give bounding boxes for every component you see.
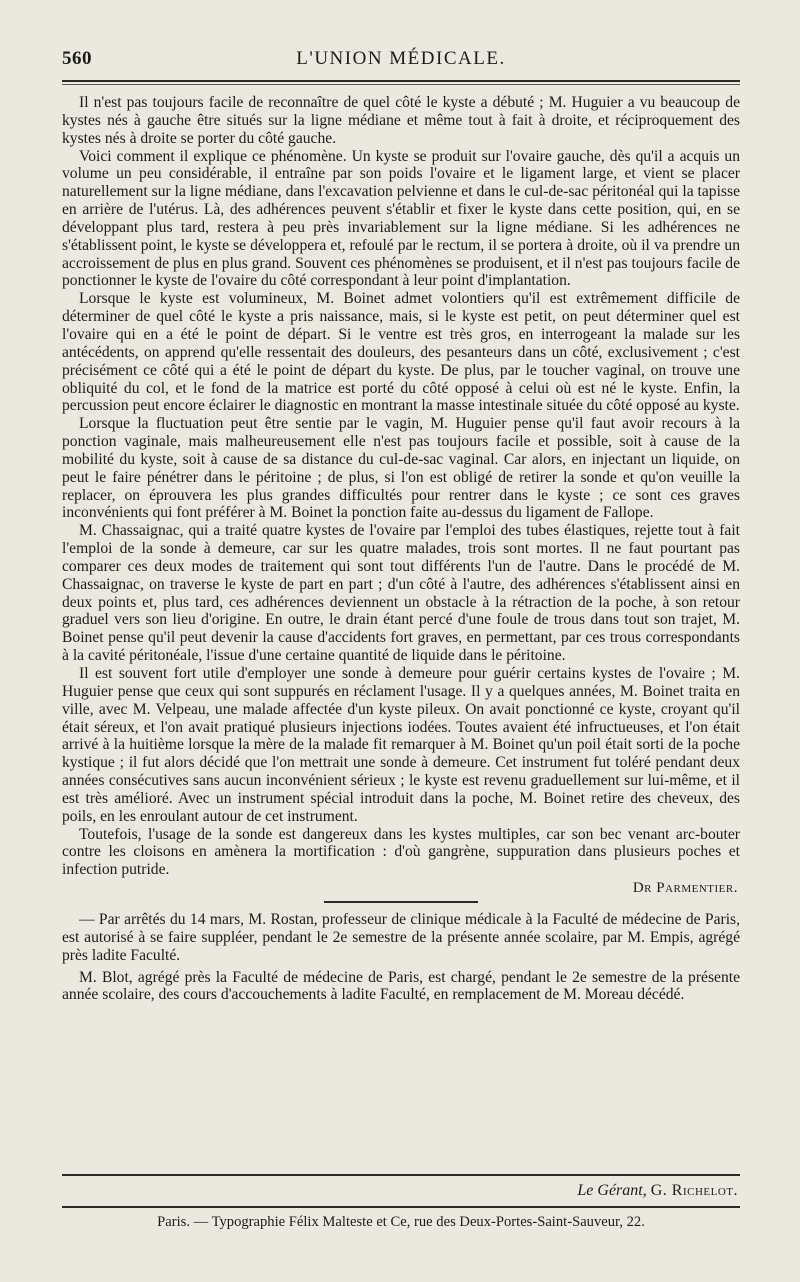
footer-rule bbox=[62, 1174, 740, 1176]
gerant-name: G. Richelot. bbox=[650, 1182, 738, 1199]
paragraph: Toutefois, l'usage de la sonde est dangereux dans les kystes multiples, car son bec venant arc-bouter contre les cloisons en amènera la mortification : d'où gangrène, suppuration dans plusieurs poches et infection putride. bbox=[62, 825, 740, 879]
paragraph: M. Chassaignac, qui a traité quatre kystes de l'ovaire par l'emploi des tubes élastiques, rejette tout à fait l'emploi de la sonde à demeure, car sur les quatre malades, trois sont mortes. Il ne faut pourtant pas comparer ces deux modes de traitement qui sont tout différents l'un de l'autre. Dans le procédé de M. Chassaignac, on traverse le kyste de part en part ; d'un côté à l'autre, des adhérences s'établissent ainsi en deux points et, plus tard, ces adhérences deviennent un obstacle à la rétraction de la poche, à son retour graduel vers son lieu d'origine. En outre, le drain étant percé d'une foule de trous dans tout son trajet, M. Boinet pense qu'il peut devenir la cause d'accidents fort graves, en permettant, par ces trous correspondants à la cavité péritonéale, l'issue d'une certaine quantité de liquide dans le péritoine. bbox=[62, 522, 740, 665]
header-rule bbox=[62, 80, 740, 82]
article-body bbox=[62, 94, 740, 1008]
paragraph: Il n'est pas toujours facile de reconnaître de quel côté le kyste a débuté ; M. Huguier a vu beaucoup de kystes nés à gauche être situés sur la ligne médiane et même tout à fait à droite, et réciproquement des kystes nés à droite se porter du côté gauche. bbox=[62, 94, 740, 147]
notices-section bbox=[62, 911, 740, 1004]
page-number: 560 bbox=[62, 48, 92, 69]
paragraph: Lorsque la fluctuation peut être sentie par le vagin, M. Huguier pense qu'il faut avoir recours à la ponction vaginale, mais malheureusement elle n'est pas toujours facile et possible, soit à cause de la mobilité du kyste, soit à cause de sa distance du cul-de-sac vaginal. Car alors, en injectant un liquide, on peut le faire pénétrer dans le péritoine ; de plus, si l'on est obligé de retirer la sonde et qu'on veuille la replacer, on éprouvera les plus grandes difficultés pour rentrer dans le kyste ; ce sont ces graves inconvénients qui font préférer à M. Boinet la ponction faite au-dessus du ligament de Fallope. bbox=[62, 415, 740, 522]
header-rule-thin bbox=[62, 84, 740, 85]
paragraph: Il est souvent fort utile d'employer une sonde à demeure pour guérir certains kystes de l'ovaire ; M. Huguier pense que ceux qui sont suppurés en réclament l'usage. Il y a quelques années, M. Boinet traita en ville, avec M. Velpeau, une malade affectée d'un kyste pileux. On avait ponctionné ce kyste, croyant qu'il était séreux, et l'on avait pratiqué plusieurs injections iodées. Toutes avaient été infructueuses, et l'on était arrivé à la huitième lorsque la mère de la malade fit remarquer à M. Boinet qu'un poil était sorti de la poche kystique ; il fut alors décidé que l'on mettrait une sonde à demeure. Cet instrument fut toléré pendant deux années consécutives sans aucun inconvénient sérieux ; le kyste est revenu graduellement sur lui-même, et il est très amélioré. Avec un instrument spécial introduit dans la poche, M. Boinet retire des cheveux, des poils, en les enroulant autour de cet instrument. bbox=[62, 665, 740, 825]
gerant-label: Le Gérant, bbox=[577, 1182, 647, 1199]
section-divider bbox=[324, 901, 478, 903]
printer-imprint: Paris. — Typographie Félix Malteste et Ce, rue des Deux-Portes-Saint-Sauveur, 22. bbox=[157, 1214, 645, 1230]
author-signature: Dr Parmentier. bbox=[632, 880, 738, 897]
footer-rule-2 bbox=[62, 1206, 740, 1208]
gerant-line bbox=[577, 1182, 738, 1200]
page-header bbox=[62, 48, 740, 76]
running-title: L'UNION MÉDICALE. bbox=[296, 48, 506, 69]
paragraph: Voici comment il explique ce phénomène. Un kyste se produit sur l'ovaire gauche, dès qu'il a acquis un volume un peu considérable, il entraîne par son poids l'ovaire et le ligament large, et vient se placer naturellement sur la ligne médiane, dans l'excavation pelvienne et dans le cul-de-sac péritonéal qui la tapisse en arrière de l'utérus. Là, des adhérences peuvent s'établir et fixer le kyste dans cette position, qui, en se développant plus tard, restera à peu près invariablement sur la ligne médiane. Si les adhérences ne s'établissent point, le kyste se développera et, refoulé par le rectum, il se portera à droite, où il va prendre un accroissement de plus en plus grand. Souvent ces phénomènes se produisent, et il n'est pas toujours facile de ponctionner le kyste de l'ovaire du côté correspondant à leur point d'implantation. bbox=[62, 147, 740, 290]
notice-item: — Par arrêtés du 14 mars, M. Rostan, professeur de clinique médicale à la Faculté de médecine de Paris, est autorisé à se faire suppléer, pendant le 2e semestre de la présente année scolaire, par M. Empis, agrégé près ladite Faculté. bbox=[62, 910, 740, 964]
paragraph: Lorsque le kyste est volumineux, M. Boinet admet volontiers qu'il est extrêmement difficile de déterminer de quel côté le kyste a pris naissance, mais, si le kyste est petit, on peut déterminer quel est l'ovaire qui en a été le point de départ. Si le ventre est très gros, en interrogeant la malade sur les antécédents, on apprend qu'elle ressentait des douleurs, des pesanteurs dans un côté, exclusivement ; c'est précisément ce côté qui a été le point de départ du kyste. De plus, par le toucher vaginal, on trouve une obliquité du col, et le fond de la matrice est porté du côté opposé à celui où est né le kyste. Enfin, la percussion peut encore éclairer le diagnostic en montrant la masse intestinale située du côté opposé au kyste. bbox=[62, 290, 740, 415]
notice-item: M. Blot, agrégé près la Faculté de médecine de Paris, est chargé, pendant le 2e semestre de la présente année scolaire, des cours d'accouchements à ladite Faculté, en remplacement de M. Moreau décédé. bbox=[62, 968, 740, 1004]
